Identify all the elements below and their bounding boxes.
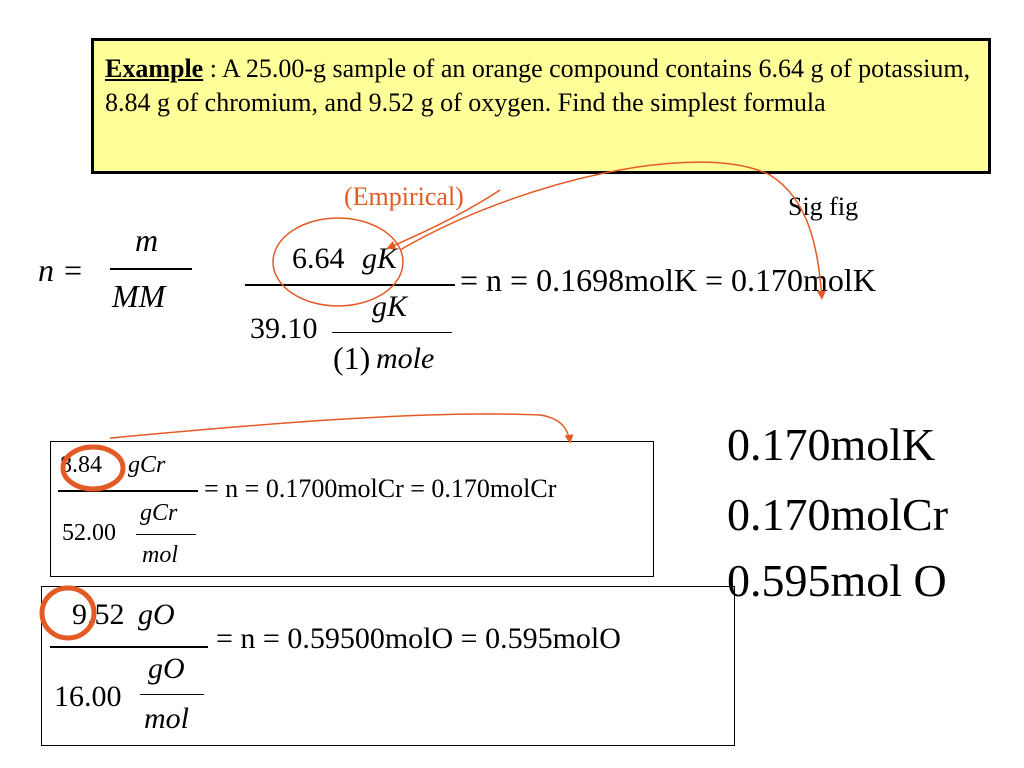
summary-line-cr: 0.170molCr [727,489,949,540]
cr-unit-num: gCr [140,500,178,526]
example-problem: : A 25.00-g sample of an orange compound contains 6.64 g of potassium, 8.84 g of chromium, and 9.52 g of oxygen. Find the simplest formula [105,54,971,117]
summary-line-k: 0.170molK [727,419,936,470]
formula-numerator: m [135,222,159,258]
formula-lhs: n = [38,252,84,288]
o-result: = n = 0.59500molO = 0.595molO [216,622,621,655]
o-mass-unit: gO [138,598,175,631]
k-result-text: = n = 0.1698molK = 0.170molK [460,262,876,298]
k-molar-mass: 39.10 [250,312,318,345]
cr-molar-mass: 52.00 [62,520,116,546]
k-mass-unit: gK [362,242,398,275]
k-mass: 6.64 [292,242,345,275]
o-unit-den: mol [144,702,189,735]
cr-mass: 8.84 [60,452,102,478]
k-unit-den: mole [376,342,435,375]
empirical-pointer-arrow [388,190,500,248]
k-mass-highlight-circle [273,218,403,306]
formula-denominator: MM [112,278,166,314]
empirical-label: (Empirical) [344,182,464,211]
example-heading: Example [105,54,204,83]
o-mass-highlight-circle [42,588,94,638]
cr-connector-arrow [110,414,570,442]
cr-unit-den: mol [142,542,178,568]
o-mass: 9.52 [72,598,125,631]
cr-mass-unit: gCr [128,452,166,478]
o-molar-mass: 16.00 [54,680,122,713]
o-unit-num: gO [148,652,185,685]
summary-line-o: 0.595mol O [727,555,947,606]
k-unit-den-paren: (1) [333,340,371,376]
cr-mass-highlight-circle [63,447,123,489]
sig-fig-arrow [400,162,822,298]
cr-result: = n = 0.1700molCr = 0.170molCr [204,474,557,503]
k-unit-num: gK [372,290,408,323]
sig-fig-label: Sig fig [788,192,859,221]
